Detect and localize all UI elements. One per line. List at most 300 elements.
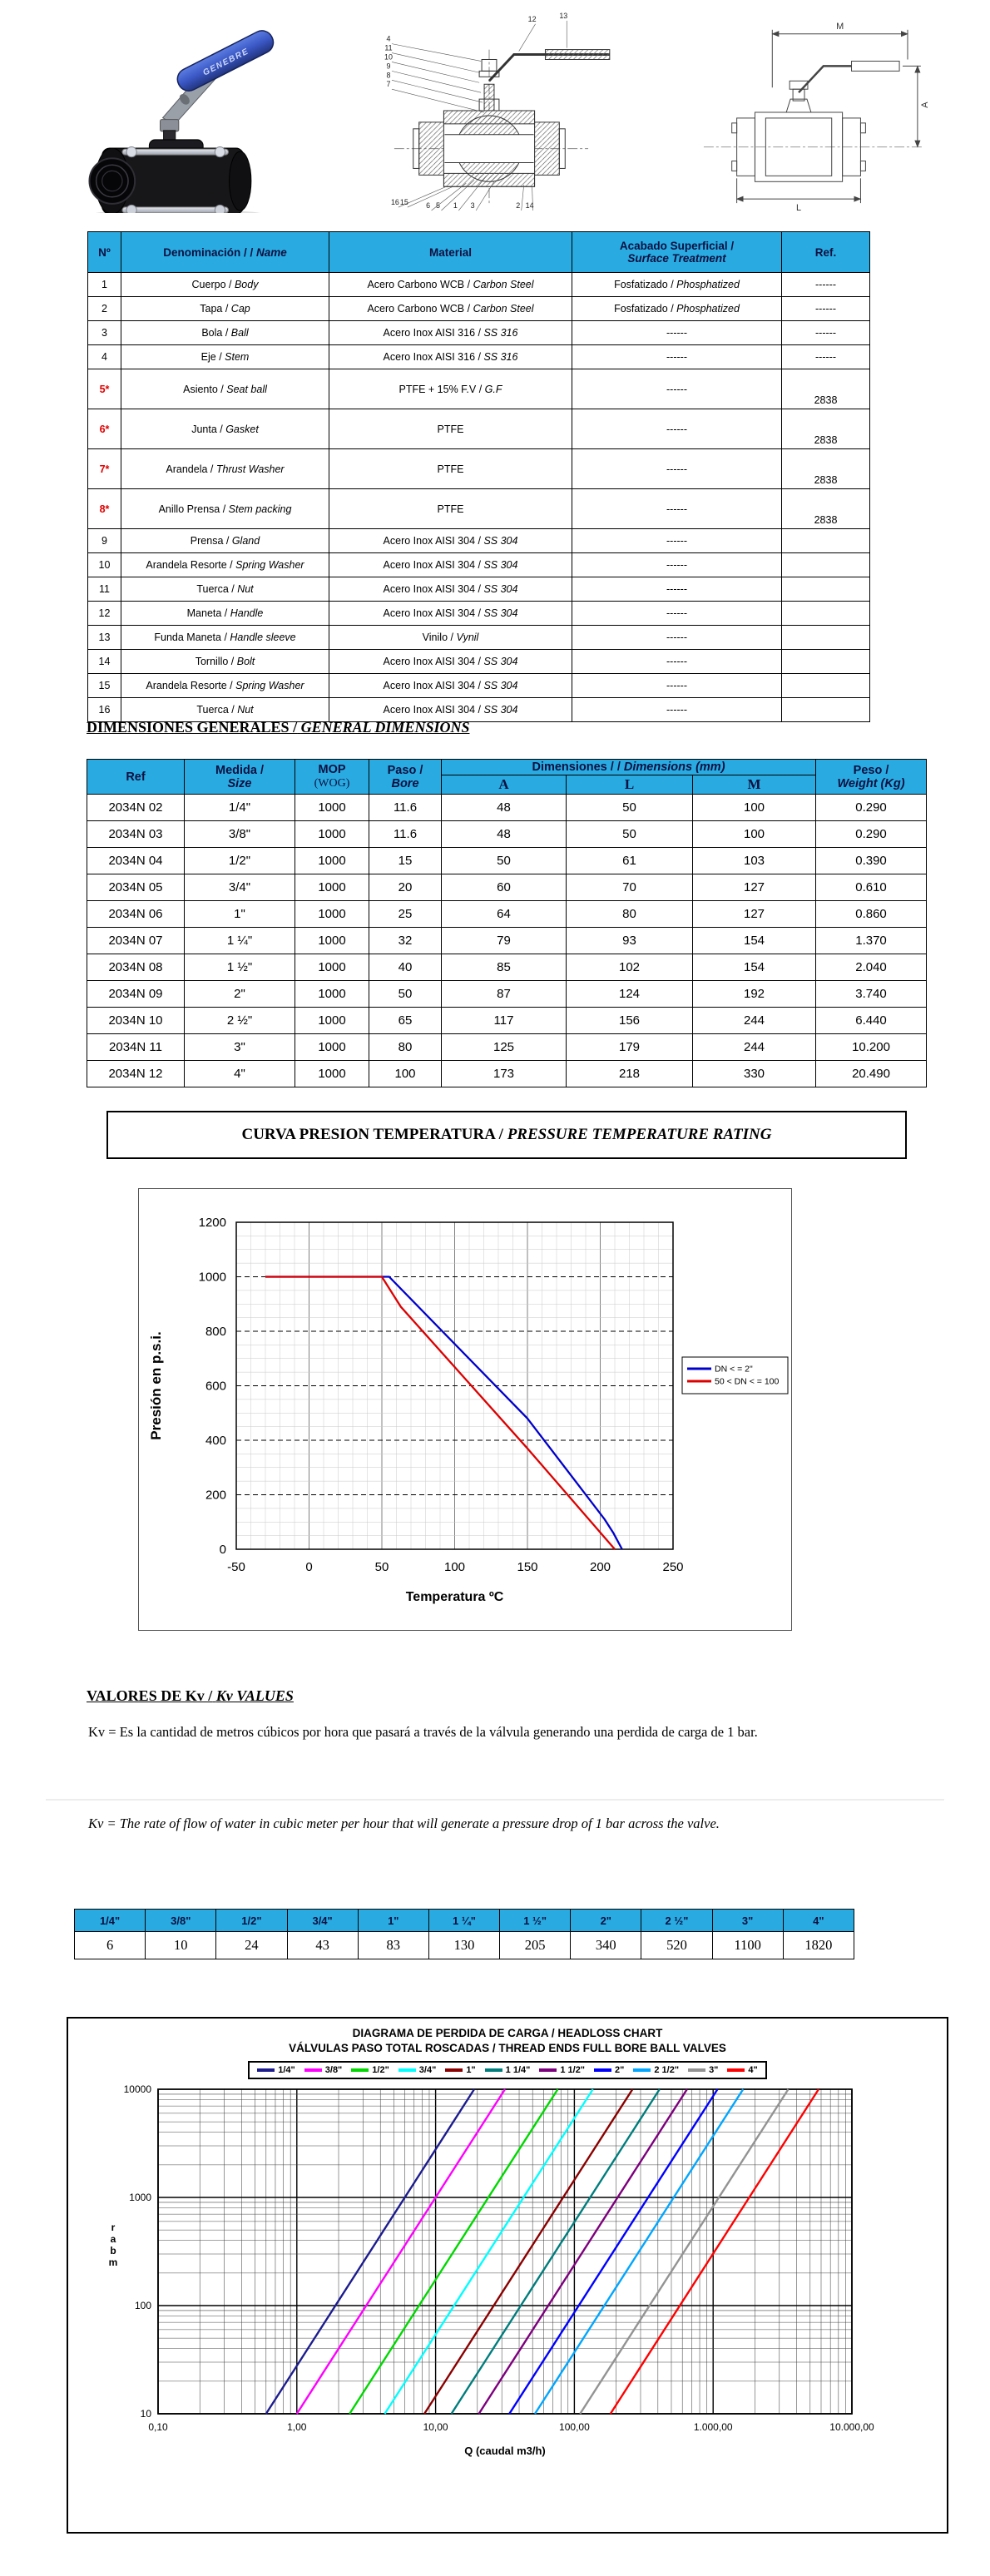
dim-cell: 20.490 bbox=[816, 1061, 927, 1087]
brand-text: GENEBRE bbox=[201, 47, 251, 78]
part-name: Arandela Resorte / Spring Washer bbox=[121, 674, 329, 698]
legend-label: 4" bbox=[748, 2065, 758, 2076]
kv-value: 10 bbox=[146, 1932, 216, 1959]
dim-cell: 1000 bbox=[295, 795, 369, 821]
bolt bbox=[860, 123, 865, 133]
dim-cell: 3/8" bbox=[185, 821, 295, 848]
kv-size: 3/4" bbox=[287, 1910, 358, 1932]
dim-cell: 127 bbox=[693, 874, 816, 901]
kv-size: 1/4" bbox=[75, 1910, 146, 1932]
part-treatment: ------ bbox=[572, 529, 782, 553]
svg-text:150: 150 bbox=[517, 1560, 538, 1574]
part-ref bbox=[782, 698, 870, 722]
part-material: Acero Inox AISI 304 / SS 304 bbox=[329, 698, 572, 722]
kv-value: 340 bbox=[571, 1932, 641, 1959]
part-number: 13 bbox=[88, 626, 121, 650]
kv-value: 6 bbox=[75, 1932, 146, 1959]
series-2 1/2" bbox=[535, 2089, 743, 2414]
part-ref bbox=[782, 602, 870, 626]
dim-cell: 1000 bbox=[295, 874, 369, 901]
series-2" bbox=[509, 2089, 717, 2414]
handle-sleeve-section bbox=[545, 50, 609, 60]
dim-cell: 25 bbox=[369, 901, 442, 928]
dim-cell: 32 bbox=[369, 928, 442, 954]
part-ref bbox=[782, 674, 870, 698]
dim-cell: 50 bbox=[567, 795, 693, 821]
dim-cell: 1000 bbox=[295, 954, 369, 981]
dim-cell: 1000 bbox=[295, 981, 369, 1008]
plot-border bbox=[158, 2089, 852, 2414]
part-material: PTFE bbox=[329, 409, 572, 449]
part-material: Vinilo / Vynil bbox=[329, 626, 572, 650]
part-treatment: ------ bbox=[572, 650, 782, 674]
hl-xlabel: Q (caudal m3/h) bbox=[464, 2445, 546, 2458]
bolt-nut bbox=[215, 147, 225, 157]
dim-cell: 50 bbox=[442, 848, 567, 874]
bolt-nut bbox=[126, 205, 136, 213]
dim-cell: 85 bbox=[442, 954, 567, 981]
dim-cell: 2034N 04 bbox=[87, 848, 185, 874]
part-number: 15 bbox=[88, 674, 121, 698]
kv-size: 3/8" bbox=[146, 1910, 216, 1932]
part-treatment: ------ bbox=[572, 674, 782, 698]
svg-text:3: 3 bbox=[470, 201, 475, 211]
legend-item bbox=[485, 2065, 531, 2075]
dim-cell: 10.200 bbox=[816, 1034, 927, 1061]
dim-cell: 2" bbox=[185, 981, 295, 1008]
kv-value: 520 bbox=[641, 1932, 712, 1959]
pt-title-es: CURVA PRESION TEMPERATURA / bbox=[241, 1126, 503, 1143]
dim-cell: 117 bbox=[442, 1008, 567, 1034]
col-mop: MOP (WOG) bbox=[295, 760, 369, 795]
legend-label: 1/2" bbox=[372, 2065, 389, 2076]
pt-title-en: PRESSURE TEMPERATURE RATING bbox=[507, 1126, 772, 1143]
part-ref bbox=[782, 626, 870, 650]
svg-text:800: 800 bbox=[205, 1325, 226, 1339]
grid bbox=[236, 1222, 673, 1549]
bore bbox=[444, 135, 533, 163]
legend-dash bbox=[398, 2068, 416, 2072]
part-treatment: ------ bbox=[572, 577, 782, 602]
dim-cell: 11.6 bbox=[369, 795, 442, 821]
dim-cell: 1 ¼" bbox=[185, 928, 295, 954]
part-ref: ------ bbox=[782, 321, 870, 345]
kv-size: 1 ½" bbox=[500, 1910, 571, 1932]
pt-chart-svg bbox=[139, 1189, 790, 1628]
part-name: Asiento / Seat ball bbox=[121, 369, 329, 409]
part-treatment: ------ bbox=[572, 698, 782, 722]
tick-labels bbox=[199, 1216, 684, 1574]
dim-cell: 50 bbox=[369, 981, 442, 1008]
svg-text:-50: -50 bbox=[227, 1560, 245, 1574]
svg-text:16: 16 bbox=[390, 198, 399, 207]
part-name: Tuerca / Nut bbox=[121, 577, 329, 602]
dim-cell: 40 bbox=[369, 954, 442, 981]
legend-label: 3" bbox=[709, 2065, 719, 2076]
table-row bbox=[87, 954, 927, 981]
dim-cell: 218 bbox=[567, 1061, 693, 1087]
svg-text:13: 13 bbox=[559, 11, 568, 20]
legend-dash bbox=[351, 2068, 369, 2072]
dim-cell: 154 bbox=[693, 954, 816, 981]
table-row bbox=[87, 901, 927, 928]
dim-cell: 2.040 bbox=[816, 954, 927, 981]
stem-nut bbox=[161, 120, 179, 131]
bolt-nut bbox=[126, 147, 136, 157]
col-weight: Peso / Weight (Kg) bbox=[816, 760, 927, 795]
pt-chart-title-box bbox=[106, 1111, 907, 1159]
legend-item bbox=[351, 2065, 389, 2075]
svg-text:10.000,00: 10.000,00 bbox=[829, 2421, 874, 2434]
dim-cell: 127 bbox=[693, 901, 816, 928]
dim-cell: 3" bbox=[185, 1034, 295, 1061]
series-1 1/4" bbox=[452, 2089, 660, 2414]
svg-text:100: 100 bbox=[443, 1560, 466, 1574]
legend-label: 1 1/2" bbox=[560, 2065, 586, 2076]
dim-cell: 124 bbox=[567, 981, 693, 1008]
part-material: Acero Inox AISI 304 / SS 304 bbox=[329, 674, 572, 698]
series-3" bbox=[580, 2089, 788, 2414]
part-number: 8* bbox=[88, 489, 121, 529]
svg-text:8: 8 bbox=[386, 71, 391, 80]
dimensions-heading-es: DIMENSIONES GENERALES / bbox=[87, 719, 298, 736]
dim-cell: 156 bbox=[567, 1008, 693, 1034]
part-number: 4 bbox=[88, 345, 121, 369]
svg-text:250: 250 bbox=[662, 1560, 684, 1574]
part-name: Anillo Prensa / Stem packing bbox=[121, 489, 329, 529]
table-row bbox=[88, 297, 870, 321]
headloss-chart bbox=[67, 2017, 948, 2534]
legend-item bbox=[594, 2065, 624, 2075]
part-treatment: ------ bbox=[572, 602, 782, 626]
dim-cell: 1 ½" bbox=[185, 954, 295, 981]
table-row bbox=[88, 273, 870, 297]
part-material: Acero Inox AISI 316 / SS 316 bbox=[329, 345, 572, 369]
bolt bbox=[860, 161, 865, 171]
table-row bbox=[88, 449, 870, 489]
part-number: 2 bbox=[88, 297, 121, 321]
pt-ylabel: Presión en p.s.i. bbox=[148, 1331, 164, 1440]
part-name: Cuerpo / Body bbox=[121, 273, 329, 297]
table-row bbox=[88, 577, 870, 602]
pt-chart bbox=[138, 1188, 792, 1631]
col-ref: Ref bbox=[87, 760, 185, 795]
part-name: Eje / Stem bbox=[121, 345, 329, 369]
right-flange bbox=[535, 122, 560, 175]
dim-cell: 2034N 02 bbox=[87, 795, 185, 821]
dim-cell: 102 bbox=[567, 954, 693, 981]
dim-cell: 1000 bbox=[295, 821, 369, 848]
dim-cell: 70 bbox=[567, 874, 693, 901]
svg-text:7: 7 bbox=[386, 80, 391, 89]
dim-cell: 0.610 bbox=[816, 874, 927, 901]
col-M: M bbox=[693, 775, 816, 795]
header-row bbox=[88, 232, 870, 273]
dim-cell: 3/4" bbox=[185, 874, 295, 901]
part-treatment: ------ bbox=[572, 321, 782, 345]
legend-dash bbox=[304, 2068, 322, 2072]
kv-value: 205 bbox=[500, 1932, 571, 1959]
svg-text:14: 14 bbox=[525, 201, 534, 211]
svg-text:5: 5 bbox=[436, 201, 440, 211]
dim-cell: 1000 bbox=[295, 1008, 369, 1034]
legend-item bbox=[688, 2065, 718, 2075]
dim-cell: 173 bbox=[442, 1061, 567, 1087]
table-row bbox=[88, 489, 870, 529]
part-ref bbox=[782, 577, 870, 602]
legend-label: 3/8" bbox=[324, 2065, 343, 2076]
part-treatment: ------ bbox=[572, 553, 782, 577]
dim-cell: 1000 bbox=[295, 848, 369, 874]
legend-item bbox=[445, 2065, 475, 2075]
col-bore: Paso / Bore bbox=[369, 760, 442, 795]
bolt-nut bbox=[215, 205, 225, 213]
part-name: Maneta / Handle bbox=[121, 602, 329, 626]
kv-size: 1/2" bbox=[216, 1910, 287, 1932]
legend-label: 1 1/4" bbox=[505, 2065, 531, 2076]
dim-cell: 0.860 bbox=[816, 901, 927, 928]
part-name: Funda Maneta / Handle sleeve bbox=[121, 626, 329, 650]
table-row bbox=[87, 928, 927, 954]
headloss-title bbox=[68, 2026, 947, 2055]
dim-cell: 0.290 bbox=[816, 821, 927, 848]
parts-table bbox=[87, 231, 870, 722]
dim-cell: 1000 bbox=[295, 1034, 369, 1061]
part-material: PTFE + 15% F.V / G.F bbox=[329, 369, 572, 409]
part-material: Acero Inox AISI 304 / SS 304 bbox=[329, 553, 572, 577]
dim-cell: 1000 bbox=[295, 1061, 369, 1087]
part-number: 9 bbox=[88, 529, 121, 553]
dim-cell: 11.6 bbox=[369, 821, 442, 848]
table-row bbox=[88, 321, 870, 345]
dim-cell: 100 bbox=[369, 1061, 442, 1087]
dim-cell: 330 bbox=[693, 1061, 816, 1087]
table-row bbox=[88, 553, 870, 577]
dim-cell: 2 ½" bbox=[185, 1008, 295, 1034]
table-row bbox=[87, 981, 927, 1008]
dim-cell: 61 bbox=[567, 848, 693, 874]
dim-cell: 100 bbox=[693, 795, 816, 821]
dim-cell: 93 bbox=[567, 928, 693, 954]
kv-text-english: Kv = The rate of flow of water in cubic meter per hour that will generate a pressure drop of 1 bar across the valve. bbox=[88, 1816, 720, 1831]
dim-cell: 48 bbox=[442, 821, 567, 848]
legend-label: 3/4" bbox=[418, 2065, 437, 2076]
part-treatment: Fosfatizado / Phosphatized bbox=[572, 273, 782, 297]
svg-text:1000: 1000 bbox=[198, 1270, 226, 1285]
col-ref: Ref. bbox=[782, 232, 870, 273]
part-name: Tuerca / Nut bbox=[121, 698, 329, 722]
dim-cell: 79 bbox=[442, 928, 567, 954]
kv-table bbox=[74, 1909, 854, 1959]
dim-cell: 0.290 bbox=[816, 795, 927, 821]
table-row bbox=[87, 1034, 927, 1061]
legend-dash bbox=[727, 2068, 745, 2072]
dim-cell: 80 bbox=[567, 901, 693, 928]
part-material: Acero Inox AISI 304 / SS 304 bbox=[329, 650, 572, 674]
dim-label-L: L bbox=[796, 203, 802, 213]
series-1 1/2" bbox=[479, 2089, 687, 2414]
part-treatment: ------ bbox=[572, 626, 782, 650]
table-row bbox=[88, 345, 870, 369]
part-name: Tornillo / Bolt bbox=[121, 650, 329, 674]
headloss-title-line2: VÁLVULAS PASO TOTAL ROSCADAS / THREAD ENDS FULL BORE BALL VALVES bbox=[289, 2041, 726, 2054]
svg-text:10: 10 bbox=[140, 2408, 151, 2420]
kv-size: 3" bbox=[712, 1910, 783, 1932]
table-row bbox=[88, 650, 870, 674]
part-name: Prensa / Gland bbox=[121, 529, 329, 553]
tie-bolt-top bbox=[122, 149, 229, 155]
table-row bbox=[87, 821, 927, 848]
part-ref: 2838 bbox=[782, 449, 870, 489]
dim-cell: 60 bbox=[442, 874, 567, 901]
bolt bbox=[732, 161, 737, 171]
kv-heading bbox=[87, 1687, 294, 1705]
col-L: L bbox=[567, 775, 693, 795]
dim-cell: 179 bbox=[567, 1034, 693, 1061]
dim-cell: 50 bbox=[567, 821, 693, 848]
svg-text:10,00: 10,00 bbox=[423, 2421, 448, 2434]
svg-text:1000: 1000 bbox=[129, 2192, 151, 2204]
col-name: Denominación / / Name bbox=[121, 232, 329, 273]
part-number: 1 bbox=[88, 273, 121, 297]
col-num: Nº bbox=[88, 232, 121, 273]
dim-cell: 80 bbox=[369, 1034, 442, 1061]
table-row bbox=[88, 529, 870, 553]
svg-text:400: 400 bbox=[205, 1434, 226, 1448]
dimensions-table bbox=[87, 759, 927, 1087]
part-ref: 2838 bbox=[782, 409, 870, 449]
legend-label: 1/4" bbox=[278, 2065, 295, 2076]
svg-text:1200: 1200 bbox=[198, 1216, 226, 1230]
left-flange bbox=[419, 122, 444, 175]
svg-text:10: 10 bbox=[384, 52, 393, 62]
dim-label-A: A bbox=[919, 102, 930, 108]
part-treatment: ------ bbox=[572, 409, 782, 449]
svg-text:100: 100 bbox=[134, 2300, 151, 2312]
dim-cell: 2034N 12 bbox=[87, 1061, 185, 1087]
headloss-legend bbox=[248, 2061, 767, 2079]
part-treatment: Fosfatizado / Phosphatized bbox=[572, 297, 782, 321]
legend-dash bbox=[594, 2068, 611, 2072]
table-row bbox=[87, 1008, 927, 1034]
legend-dash bbox=[688, 2068, 705, 2072]
dim-cell: 2034N 03 bbox=[87, 821, 185, 848]
legend-label: 2" bbox=[615, 2065, 625, 2076]
dim-cell: 1/2" bbox=[185, 848, 295, 874]
series-lines bbox=[266, 2089, 819, 2414]
kv-value: 24 bbox=[216, 1932, 287, 1959]
part-material: Acero Inox AISI 316 / SS 316 bbox=[329, 321, 572, 345]
legend-dash bbox=[539, 2068, 557, 2072]
legend-item bbox=[304, 2065, 343, 2075]
dim-cell: 1" bbox=[185, 901, 295, 928]
hl-ylabel bbox=[109, 2222, 118, 2268]
svg-text:0: 0 bbox=[219, 1543, 226, 1557]
dim-cell: 87 bbox=[442, 981, 567, 1008]
table-row bbox=[88, 626, 870, 650]
kv-value: 43 bbox=[287, 1932, 358, 1959]
valve-section-drawing bbox=[344, 7, 634, 213]
figure-row bbox=[77, 7, 960, 213]
tick-labels bbox=[124, 2083, 874, 2433]
series-3/8" bbox=[297, 2089, 505, 2414]
kv-size: 4" bbox=[783, 1910, 854, 1932]
kv-size: 1 ¼" bbox=[428, 1910, 499, 1932]
part-ref bbox=[782, 553, 870, 577]
dim-cell: 4" bbox=[185, 1061, 295, 1087]
dim-cell: 15 bbox=[369, 848, 442, 874]
part-number: 7* bbox=[88, 449, 121, 489]
part-ref: 2838 bbox=[782, 369, 870, 409]
dim-cell: 125 bbox=[442, 1034, 567, 1061]
dim-cell: 2034N 07 bbox=[87, 928, 185, 954]
part-number: 16 bbox=[88, 698, 121, 722]
svg-text:0: 0 bbox=[305, 1560, 313, 1574]
handle-grip-outline bbox=[852, 61, 900, 71]
dim-cell: 1000 bbox=[295, 901, 369, 928]
kv-size: 2" bbox=[571, 1910, 641, 1932]
headloss-title-line1: DIAGRAMA DE PERDIDA DE CARGA / HEADLOSS CHART bbox=[352, 2027, 663, 2039]
part-ref: 2838 bbox=[782, 489, 870, 529]
part-name: Tapa / Cap bbox=[121, 297, 329, 321]
part-ref: ------ bbox=[782, 297, 870, 321]
series-3/4" bbox=[384, 2089, 592, 2414]
svg-text:9: 9 bbox=[386, 62, 391, 71]
dim-cell: 0.390 bbox=[816, 848, 927, 874]
part-ref bbox=[782, 650, 870, 674]
svg-text:15: 15 bbox=[399, 198, 408, 207]
legend-item bbox=[257, 2065, 295, 2075]
legend-dash bbox=[257, 2068, 275, 2072]
kv-text-spanish: Kv = Es la cantidad de metros cúbicos por hora que pasará a través de la válvula generando una perdida de carga de 1 bar. bbox=[88, 1724, 758, 1740]
dim-cell: 103 bbox=[693, 848, 816, 874]
dim-cell: 2034N 05 bbox=[87, 874, 185, 901]
dim-cell: 2034N 08 bbox=[87, 954, 185, 981]
col-material: Material bbox=[329, 232, 572, 273]
dim-label-M: M bbox=[836, 21, 844, 32]
part-material: Acero Inox AISI 304 / SS 304 bbox=[329, 577, 572, 602]
col-size: Medida / Size bbox=[185, 760, 295, 795]
part-name: Junta / Gasket bbox=[121, 409, 329, 449]
dimensions-heading bbox=[87, 719, 469, 736]
kv-value: 1820 bbox=[783, 1932, 854, 1959]
part-treatment: ------ bbox=[572, 345, 782, 369]
part-treatment: ------ bbox=[572, 369, 782, 409]
dim-cell: 2034N 09 bbox=[87, 981, 185, 1008]
dim-cell: 3.740 bbox=[816, 981, 927, 1008]
part-number: 12 bbox=[88, 602, 121, 626]
part-name: Arandela / Thrust Washer bbox=[121, 449, 329, 489]
dim-cell: 2034N 06 bbox=[87, 901, 185, 928]
stem-section bbox=[484, 84, 494, 111]
part-number: 3 bbox=[88, 321, 121, 345]
kv-size: 2 ½" bbox=[641, 1910, 712, 1932]
tie-bolt-bottom bbox=[122, 207, 229, 213]
part-number: 6* bbox=[88, 409, 121, 449]
table-row bbox=[87, 874, 927, 901]
svg-text:50 < DN < = 100: 50 < DN < = 100 bbox=[715, 1376, 780, 1387]
legend-dash bbox=[485, 2068, 502, 2072]
col-dimensions: Dimensiones / / Dimensions (mm) bbox=[442, 760, 816, 775]
table-row bbox=[88, 674, 870, 698]
kv-size: 1" bbox=[358, 1910, 428, 1932]
part-name: Arandela Resorte / Spring Washer bbox=[121, 553, 329, 577]
part-material: Acero Carbono WCB / Carbon Steel bbox=[329, 297, 572, 321]
part-material: Acero Carbono WCB / Carbon Steel bbox=[329, 273, 572, 297]
svg-text:6: 6 bbox=[426, 201, 431, 211]
dim-cell: 154 bbox=[693, 928, 816, 954]
dim-cell: 2034N 10 bbox=[87, 1008, 185, 1034]
